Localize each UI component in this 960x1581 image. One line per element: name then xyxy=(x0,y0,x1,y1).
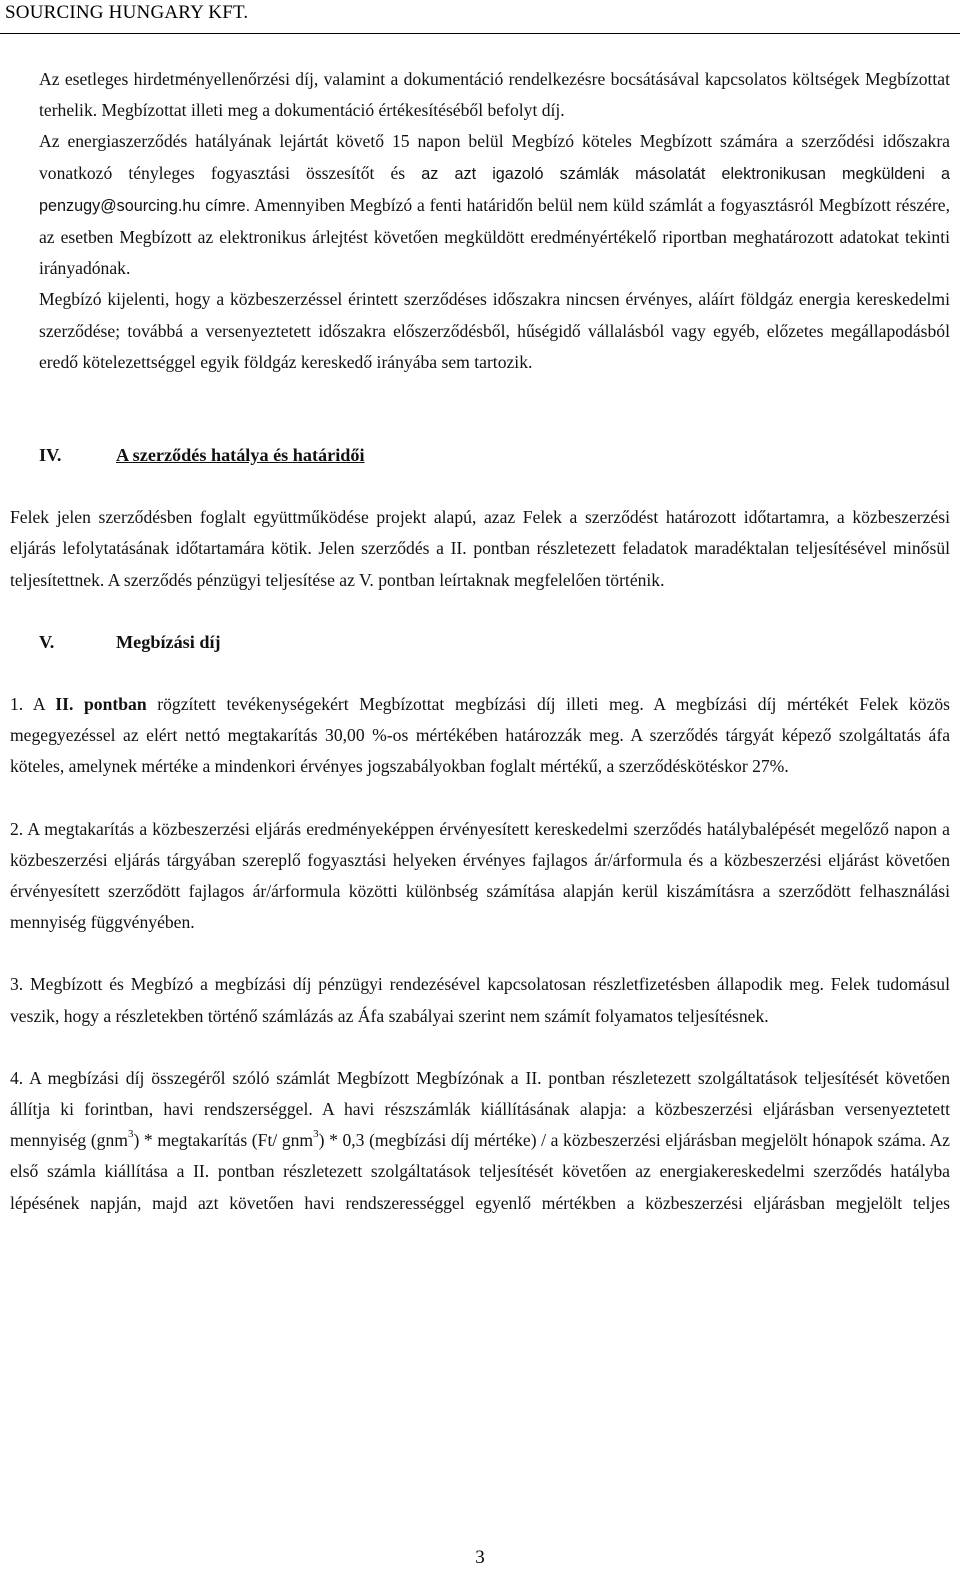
section-iv-paragraph: Felek jelen szerződésben foglalt együttműködése projekt alapú, azaz Felek a szerződést határozott időtartamra, a közbeszerzési eljárás lefolytatásának időtartamára kötik. Jelen szerződés a II. pontban részletezett feladatok maradéktalan teljesítésével minősül teljesítettnek. A szerződés pénzügyi teljesítése az V. pontban leírtaknak megfelelően történik. xyxy=(10,507,950,590)
item-4 xyxy=(10,64,950,126)
page-number: 3 xyxy=(475,1547,485,1568)
item-5 xyxy=(10,126,950,284)
section-v-heading xyxy=(10,627,950,658)
fee-paragraph-2: 2. A megtakarítás a közbeszerzési eljárás eredményeképpen érvényesített kereskedelmi szerződés hatálybalépését megelőző napon a közbeszerzési eljárás tárgyában szereplő fogyasztási helyeken érvényes fajlagos ár/árformula és a közbeszerzési eljárást követően érvényesített szerződött fajlagos ár/árformula közötti különbség számítása alapján kerül kiszámításra a szerződött felhasználási mennyiség függvényében. xyxy=(10,818,950,933)
section-v-number: V. xyxy=(39,631,55,652)
fee-p1-bold: II. pontban xyxy=(55,694,147,715)
item-6 xyxy=(10,284,950,378)
item-5-number xyxy=(10,126,39,157)
fee-p1-prefix: 1. A xyxy=(10,694,56,715)
company-header: SOURCING HUNGARY KFT. xyxy=(5,2,249,23)
fee-p4-a: 4. A megbízási díj összegéről szóló számlát Megbízott Megbízónak a II. pontban részletezett szolgáltatások teljesítését követően állítja ki forintban, havi rendszerséggel. A havi részszámlák kiállításának alapja: a közbeszerzési eljárásban versenyeztetett mennyiség (gnm xyxy=(10,1067,950,1151)
section-iv-title: A szerződés hatálya és határidői xyxy=(116,445,365,466)
fee-paragraph-4 xyxy=(10,1063,950,1250)
header-rule xyxy=(0,33,960,34)
document-body xyxy=(10,64,950,1250)
section-iv-heading xyxy=(10,440,950,471)
fee-p1-rest: rögzített tevékenységekért Megbízottat megbízási díj illeti meg. A megbízási díj mértékét Felek közös megegyezéssel az elért nettó megtakarítás 30,00 %-os mértékében határozzák meg. A szerződés tárgyát képező szolgáltatás áfa köteles, amelynek mértéke a mindenkori érvényes jogszabályokban foglalt mértékű, a szerződéskötéskor 27%. xyxy=(10,694,950,777)
fee-paragraph-1 xyxy=(10,689,950,783)
item-4-number xyxy=(10,64,39,95)
item-5-text-a: Az energiaszerződés hatályának lejártát követő 15 napon belül Megbízó köteles Megbízott számára a szerződési időszakra vonatkozó tényleges fogyasztási összesítőt és xyxy=(39,131,950,183)
fee-paragraph-3: 3. Megbízott és Megbízó a megbízási díj pénzügyi rendezésével kapcsolatosan részletfizetésben állapodik meg. Felek tudomásul veszik, hogy a részletekben történő számlázás az Áfa szabályai szerint nem számít folyamatos teljesítésnek. xyxy=(10,974,950,1026)
section-v-title: Megbízási díj xyxy=(116,631,221,652)
section-iv-number: IV. xyxy=(39,445,62,466)
item-5-text-b: Amennyiben Megbízó a fenti határidőn belül nem küld számlát a fogyasztásról Megbízott részére, az esetben Megbízott az elektronikus árlejtést követően megküldött eredményértékelő riportban meghatározott adatokat tekinti irányadónak. xyxy=(39,194,950,279)
fee-p4-sup2: 3 xyxy=(313,1128,319,1141)
item-6-text: Megbízó kijelenti, hogy a közbeszerzéssel érintett szerződéses időszakra nincsen érvényes, aláírt földgáz energia kereskedelmi szerződése; továbbá a versenyeztetett időszakra előszerződésből, hűségidő vállalásból vagy egyéb, előzetes megállapodásból eredő kötelezettséggel egyik földgáz kereskedő irányába sem tartozik. xyxy=(39,289,950,372)
item-6-number xyxy=(10,284,39,315)
fee-p4-b: ) * megtakarítás (Ft/ gnm xyxy=(133,1130,314,1151)
fee-p4-c: ) * 0,3 (megbízási díj mértéke) / a közbeszerzési eljárásban megjelölt hónapok száma. Az első számla kiállítása a II. pontban részletezett szolgáltatások teljesítését követően az energiakereskedelmi szerződés hatályba lépésének napján, majd azt követően havi rendszerességgel egyenlő mértékben a közbeszerzési eljárásban megjelölt teljes xyxy=(10,1130,950,1213)
item-5-text-email: az azt igazoló számlák másolatát elektronikusan megküldeni a penzugy@sourcing.hu címre. xyxy=(39,164,950,215)
item-4-text: Az esetleges hirdetményellenőrzési díj, valamint a dokumentáció rendelkezésre bocsátásával kapcsolatos költségek Megbízottat terhelik. Megbízottat illeti meg a dokumentáció értékesítéséből befolyt díj. xyxy=(39,69,950,121)
fee-p4-sup1: 3 xyxy=(127,1128,134,1141)
